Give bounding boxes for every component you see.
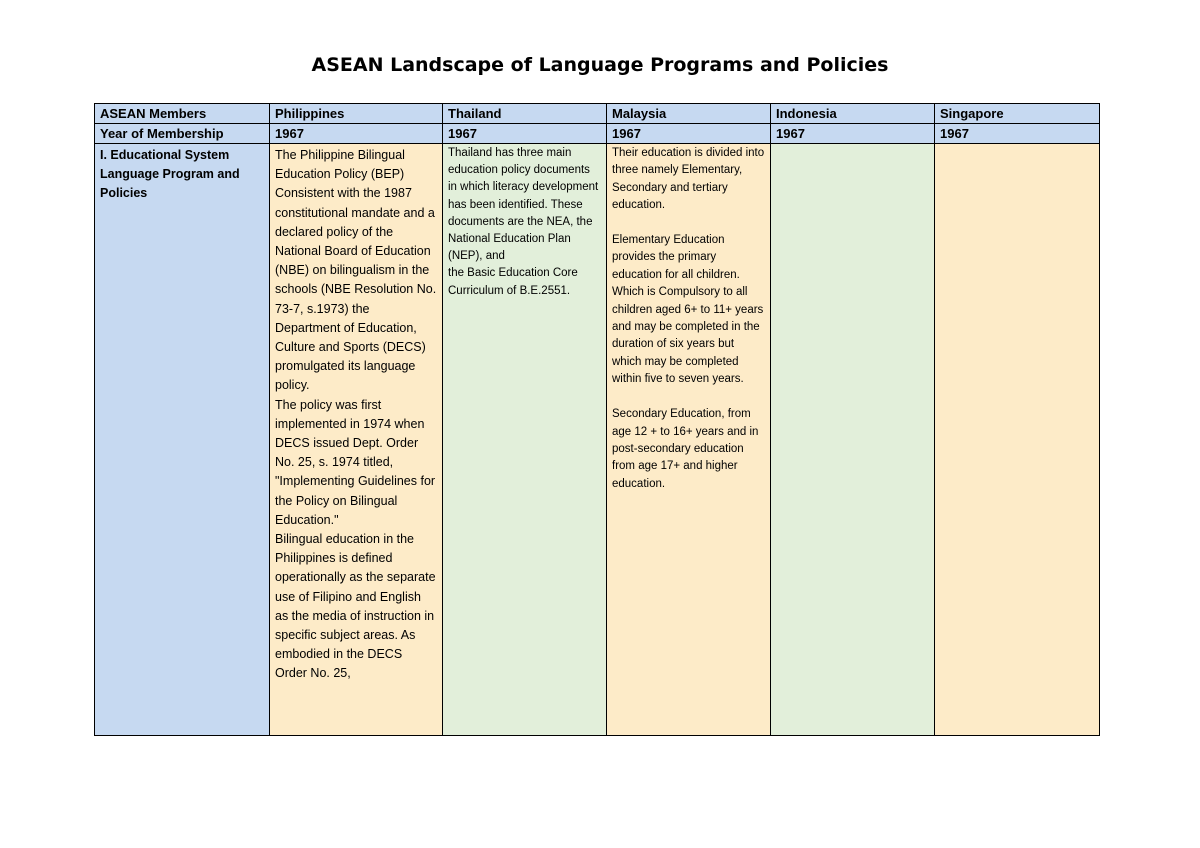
membership-malaysia: 1967 [607,124,771,144]
header-indonesia: Indonesia [771,104,935,124]
header-malaysia: Malaysia [607,104,771,124]
membership-singapore: 1967 [935,124,1100,144]
membership-philippines: 1967 [270,124,443,144]
education-malaysia: Their education is divided into three namely Elementary, Secondary and tertiary education. Elementary Education provides the primary education for all children. Which is Compulsory to all children aged 6+ to 11+ years and may be completed in the duration of six years but which may be completed within five to seven years. Secondary Education, from age 12 + to 16+ years and in post-secondary education from age 17+ and higher education. [607,144,771,736]
header-singapore: Singapore [935,104,1100,124]
education-singapore [935,144,1100,736]
membership-thailand: 1967 [443,124,607,144]
education-thailand: Thailand has three main education policy documents in which literacy development has been identified. These documents are the NEA, the National Education Plan (NEP), and the Basic Education Core Curriculum of B.E.2551. [443,144,607,736]
education-philippines: The Philippine Bilingual Education Policy (BEP) Consistent with the 1987 constitutional mandate and a declared policy of the National Board of Education (NBE) on bilingualism in the schools (NBE Resolution No. 73-7, s.1973) the Department of Education, Culture and Sports (DECS) promulgated its language policy. The policy was first implemented in 1974 when DECS issued Dept. Order No. 25, s. 1974 titled, "Implementing Guidelines for the Policy on Bilingual Education." Bilingual education in the Philippines is defined operationally as the separate use of Filipino and English as the media of instruction in specific subject areas. As embodied in the DECS Order No. 25, [270,144,443,736]
membership-indonesia: 1967 [771,124,935,144]
education-row [95,144,1100,736]
language-policy-table [94,103,1100,736]
header-thailand: Thailand [443,104,607,124]
education-indonesia [771,144,935,736]
header-label-cell: ASEAN Members [95,104,270,124]
membership-row [95,124,1100,144]
header-philippines: Philippines [270,104,443,124]
header-row [95,104,1100,124]
page-title: ASEAN Landscape of Language Programs and Policies [311,54,889,76]
education-label-cell: I. Educational System Language Program and Policies [95,144,270,736]
membership-label-cell: Year of Membership [95,124,270,144]
